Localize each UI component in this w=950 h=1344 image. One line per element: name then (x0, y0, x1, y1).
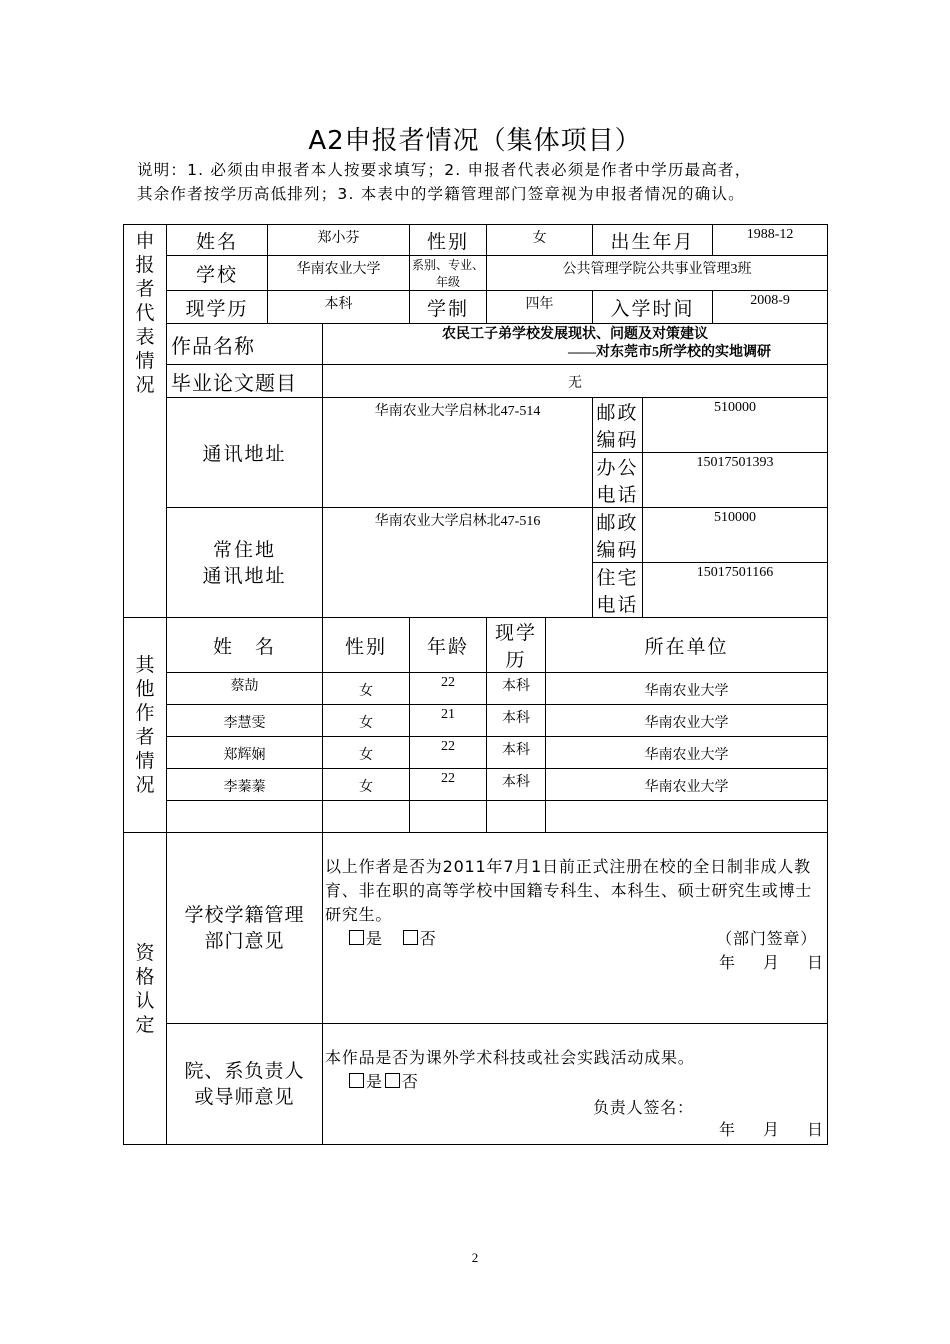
enroll-value[interactable]: 2008-9 (713, 291, 828, 324)
education-value[interactable]: 本科 (268, 291, 410, 324)
table-row (124, 737, 828, 769)
registry-opinion-box (323, 833, 828, 1024)
name-value[interactable]: 郑小芬 (268, 225, 410, 256)
advisor-question: 本作品是否为课外学术科技或社会实践活动成果。 (325, 1048, 695, 1067)
col-header-education: 现学历 (487, 618, 546, 673)
school-label: 学校 (167, 256, 268, 291)
rep-section-label: 申 报 者 代 表 情 况 (124, 225, 167, 618)
duration-value[interactable]: 四年 (487, 291, 593, 324)
author-gender[interactable]: 女 (323, 769, 410, 801)
registry-date: 年 月 日 (718, 953, 824, 972)
author-education[interactable]: 本科 (487, 769, 546, 801)
postcode-label-2: 邮政编码 (593, 508, 643, 563)
home-address-label: 常住地 通讯地址 (167, 508, 323, 618)
birth-label: 出生年月 (593, 225, 713, 256)
author-gender[interactable]: 女 (323, 737, 410, 769)
page-title: A2申报者情况（集体项目） (308, 126, 642, 156)
others-section-label: 其 他 作 者 情 况 (124, 618, 167, 833)
registry-yes-checkbox[interactable] (349, 930, 364, 945)
postcode-value-1[interactable]: 510000 (643, 398, 828, 453)
home-phone-label: 住宅电话 (593, 563, 643, 618)
author-education[interactable]: 本科 (487, 737, 546, 769)
advisor-yes-label: 是 (366, 1072, 383, 1091)
postcode-label-1: 邮政编码 (593, 398, 643, 453)
enroll-label: 入学时间 (593, 291, 713, 324)
work-title-line-1: 农民工子弟学校发展现状、问题及对策建议 (442, 327, 709, 342)
name-label: 姓名 (167, 225, 268, 256)
signature-label: 负责人签名： (593, 1098, 694, 1117)
col-header-unit: 所在单位 (546, 618, 828, 673)
col-header-name: 姓 名 (167, 618, 323, 673)
author-name[interactable]: 李蓁蓁 (167, 769, 323, 801)
instructions-line-1: 说明：1. 必须由申报者本人按要求填写；2. 申报者代表必须是作者中学历最高者， (137, 161, 752, 179)
instructions (137, 158, 827, 206)
birth-value[interactable]: 1988-12 (713, 225, 828, 256)
author-name[interactable]: 蔡劼 (167, 673, 323, 705)
author-age[interactable]: 22 (410, 769, 487, 801)
advisor-yes-checkbox[interactable] (349, 1073, 364, 1088)
home-address-value[interactable]: 华南农业大学启林北47-516 (323, 508, 593, 618)
address-value[interactable]: 华南农业大学启林北47-514 (323, 398, 593, 508)
office-phone-value[interactable]: 15017501393 (643, 453, 828, 508)
department-stamp: （部门签章） (716, 929, 818, 948)
advisor-opinion-box (323, 1024, 828, 1145)
author-unit[interactable] (546, 801, 828, 833)
dept-label: 系别、专业、年级 (410, 256, 487, 291)
application-form (123, 224, 828, 1145)
registry-opinion-label: 学校学籍管理 部门意见 (167, 833, 323, 1024)
author-unit[interactable]: 华南农业大学 (546, 737, 828, 769)
table-row (124, 705, 828, 737)
gender-label: 性别 (410, 225, 487, 256)
registry-no-label: 否 (419, 929, 437, 948)
advisor-opinion-label: 院、系负责人 或导师意见 (167, 1024, 323, 1145)
author-gender[interactable]: 女 (323, 705, 410, 737)
author-gender[interactable] (323, 801, 410, 833)
postcode-value-2[interactable]: 510000 (643, 508, 828, 563)
work-title-line-2: ——对东莞市5所学校的实地调研 (568, 345, 772, 360)
advisor-no-label: 否 (401, 1072, 419, 1091)
author-age[interactable]: 22 (410, 673, 487, 705)
work-title-value[interactable] (323, 324, 828, 365)
registry-no-checkbox[interactable] (403, 930, 418, 945)
advisor-no-checkbox[interactable] (385, 1073, 400, 1088)
author-unit[interactable]: 华南农业大学 (546, 769, 828, 801)
thesis-value[interactable]: 无 (323, 365, 828, 398)
author-age[interactable]: 22 (410, 737, 487, 769)
registry-question: 以上作者是否为2011年7月1日前正式注册在校的全日制非成人教育、非在职的高等学校中国籍专科生、本科生、硕士研究生或博士研究生。 (325, 857, 813, 924)
dept-value[interactable]: 公共管理学院公共事业管理3班 (487, 256, 828, 291)
author-gender[interactable]: 女 (323, 673, 410, 705)
author-education[interactable]: 本科 (487, 673, 546, 705)
table-row-empty (124, 801, 828, 833)
instructions-line-2: 其余作者按学历高低排列；3. 本表中的学籍管理部门签章视为申报者情况的确认。 (137, 185, 745, 203)
duration-label: 学制 (410, 291, 487, 324)
page-number: 2 (471, 1250, 479, 1265)
home-phone-value[interactable]: 15017501166 (643, 563, 828, 618)
table-row (124, 673, 828, 705)
office-phone-label: 办公电话 (593, 453, 643, 508)
gender-value[interactable]: 女 (487, 225, 593, 256)
school-value[interactable]: 华南农业大学 (268, 256, 410, 291)
advisor-date: 年 月 日 (718, 1120, 824, 1139)
author-age[interactable]: 21 (410, 705, 487, 737)
work-title-label: 作品名称 (167, 324, 323, 365)
qual-section-label: 资 格 认 定 (124, 833, 167, 1145)
col-header-gender: 性别 (323, 618, 410, 673)
registry-yes-label: 是 (366, 929, 383, 948)
address-label: 通讯地址 (167, 398, 323, 508)
col-header-age: 年龄 (410, 618, 487, 673)
author-age[interactable] (410, 801, 487, 833)
author-unit[interactable]: 华南农业大学 (546, 705, 828, 737)
author-education[interactable] (487, 801, 546, 833)
author-unit[interactable]: 华南农业大学 (546, 673, 828, 705)
author-name[interactable]: 郑辉娴 (167, 737, 323, 769)
table-row (124, 769, 828, 801)
author-name[interactable]: 李慧雯 (167, 705, 323, 737)
author-name[interactable] (167, 801, 323, 833)
education-label: 现学历 (167, 291, 268, 324)
author-education[interactable]: 本科 (487, 705, 546, 737)
thesis-label: 毕业论文题目 (167, 365, 323, 398)
